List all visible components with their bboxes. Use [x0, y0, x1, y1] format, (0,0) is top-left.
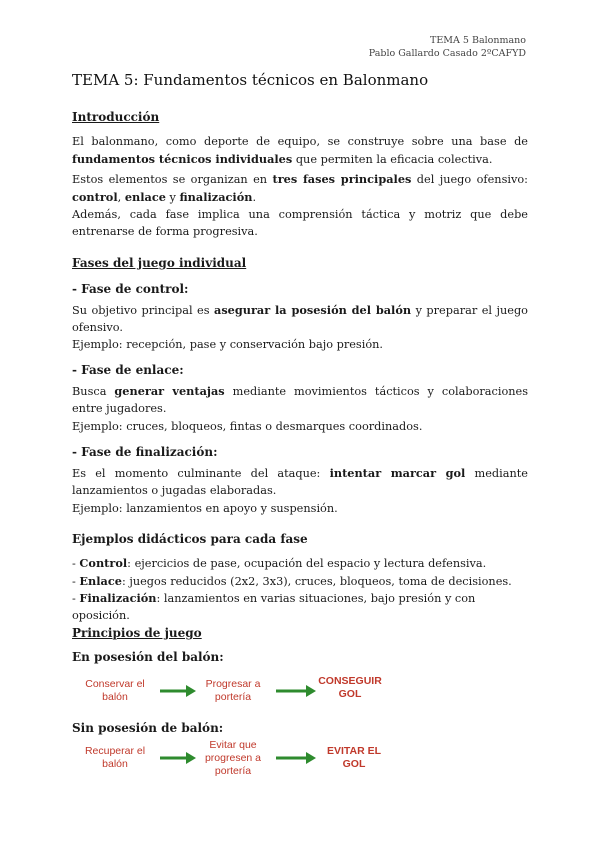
fase-finalizacion-text-c: mediante lanzamientos o jugadas elaboradas. — [72, 467, 528, 497]
intro-p2-bold: tres fases principales — [272, 172, 412, 186]
flow-sin-posesion — [72, 740, 412, 776]
intro-p1-text-end: que permiten la eficacia colectiva. — [292, 152, 493, 166]
fase-control-text — [72, 302, 528, 336]
ejemplo-item-control: - Control: ejercicios de pase, ocupación del espacio y lectura defensiva. — [72, 556, 487, 570]
intro-p1-bold: fundamentos técnicos individuales — [72, 151, 293, 166]
intro-p1-text: El balonmano, como deporte de equipo, se construye sobre una base de — [72, 135, 528, 148]
fase-enlace-text — [72, 383, 528, 417]
fase-enlace-example: Ejemplo: cruces, bloqueos, fintas o desmarques coordinados. — [72, 420, 423, 433]
arrow-right-icon — [274, 750, 318, 766]
intro-paragraph-2 — [72, 171, 528, 206]
flow-step-evitar-gol: EVITAR EL GOL — [326, 745, 382, 770]
flow-posesion — [72, 675, 412, 711]
fase-control-example: Ejemplo: recepción, pase y conservación bajo presión. — [72, 338, 384, 351]
fase-finalizacion-example: Ejemplo: lanzamientos en apoyo y suspensión. — [72, 502, 338, 515]
principios-heading: Principios de juego — [72, 626, 202, 640]
fase-control-bold: asegurar la posesión del balón — [214, 303, 412, 317]
ejemplo-item-enlace: - Enlace: juegos reducidos (2x2, 3x3), cruces, bloqueos, toma de decisiones. — [72, 573, 512, 588]
ejemplo-label-control: Control — [79, 556, 128, 570]
flow-step-conservar: Conservar el balón — [85, 678, 145, 703]
fase-finalizacion-bold: intentar marcar gol — [329, 466, 466, 480]
fase-finalizacion-title: - Fase de finalización: — [72, 445, 218, 459]
flow-step-conseguir-gol: CONSEGUIR GOL — [318, 675, 382, 700]
page-header — [369, 34, 526, 60]
posesion-heading: En posesión del balón: — [72, 650, 224, 664]
intro-p2-text-2: del juego ofensivo: — [411, 173, 528, 186]
document-title: TEMA 5: Fundamentos técnicos en Balonmano — [72, 71, 429, 89]
fase-enlace-text-c: mediante movimientos tácticos y colaboraciones entre jugadores. — [72, 385, 529, 415]
intro-p2-finalizacion: finalización — [179, 189, 253, 204]
flow-step-recuperar: Recuperar el balón — [84, 745, 146, 770]
intro-p2-comma: , — [117, 190, 125, 204]
sin-posesion-heading: Sin posesión de balón: — [72, 721, 224, 735]
ejemplos-list — [72, 555, 528, 624]
arrow-right-icon — [158, 683, 198, 699]
intro-p2-period: . — [252, 190, 257, 204]
fase-enlace-title: - Fase de enlace: — [72, 363, 184, 377]
fase-control-text-c: y preparar el juego ofensivo. — [72, 304, 528, 334]
ejemplo-label-finalizacion: Finalización — [79, 591, 157, 605]
intro-paragraph-1 — [72, 134, 528, 168]
ejemplo-item-finalizacion: - Finalización: lanzamientos en varias situaciones, bajo presión y con oposición. — [72, 591, 476, 622]
fase-control-text-a: Su objetivo principal es — [72, 304, 214, 317]
fase-finalizacion-text-a: Es el momento culminante del ataque: — [72, 467, 330, 480]
flow-step-progresar: Progresar a portería — [205, 678, 261, 703]
intro-p2-enlace: enlace — [124, 189, 166, 204]
fase-control-title: - Fase de control: — [72, 282, 189, 296]
intro-heading: Introducción — [72, 110, 160, 124]
ejemplos-heading: Ejemplos didácticos para cada fase — [72, 532, 308, 546]
intro-paragraph-3: Además, cada fase implica una comprensión táctica y motriz que debe entrenarse de forma progresiva. — [72, 208, 528, 238]
ejemplo-text-enlace: : juegos reducidos (2x2, 3x3), cruces, bloqueos, toma de decisiones. — [121, 574, 512, 588]
ejemplo-text-control: : ejercicios de pase, ocupación del espacio y lectura defensiva. — [127, 557, 487, 570]
header-line-2: Pablo Gallardo Casado 2ºCAFYD — [368, 48, 526, 59]
intro-p2-y: y — [165, 190, 180, 204]
fase-enlace-bold: generar ventajas — [114, 384, 225, 398]
fase-finalizacion-text — [72, 465, 528, 499]
flow-step-evitar-progresen: Evitar que progresen a portería — [204, 739, 262, 777]
header-line-1: TEMA 5 Balonmano — [430, 35, 526, 46]
ejemplo-label-enlace: Enlace — [79, 573, 122, 588]
intro-p2-text: Estos elementos se organizan en — [72, 173, 273, 186]
fases-heading: Fases del juego individual — [72, 256, 247, 270]
fase-enlace-text-a: Busca — [72, 385, 115, 398]
ejemplo-text-finalizacion: : lanzamientos en varias situaciones, bajo presión y con oposición. — [72, 592, 476, 622]
intro-p2-control: control — [72, 189, 118, 204]
arrow-right-icon — [158, 750, 198, 766]
